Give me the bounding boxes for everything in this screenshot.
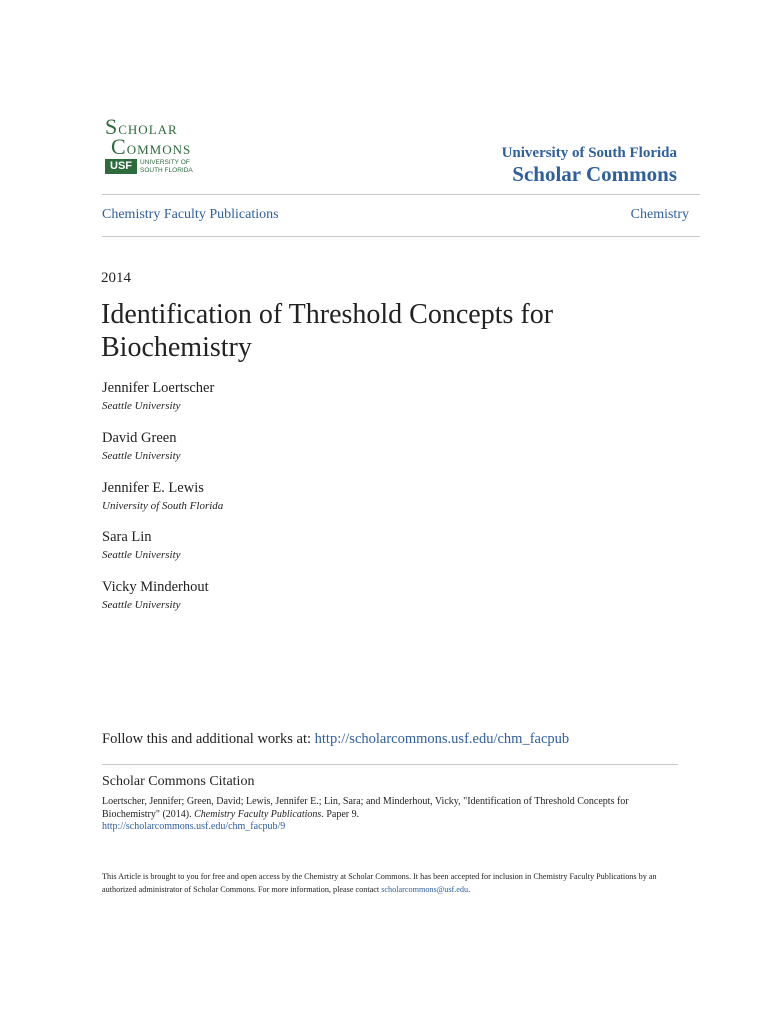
access-notice: This Article is brought to you for free and open access by the Chemistry at Scholar Commons. It has been accepted for inclusion in Chemistry Faculty Publications by an authorized administrator of Scholar Commons. For more information, please contact scholarcommons@usf.edu. <box>102 872 657 894</box>
follow-label: Follow this and additional works at: <box>102 731 312 747</box>
author-affiliation: Seattle University <box>102 599 181 611</box>
author-name: Jennifer Loertscher <box>102 380 215 396</box>
article-title: Identification of Threshold Concepts for Biochemistry <box>101 299 554 363</box>
scholar-commons-logo <box>105 116 205 180</box>
usf-wordmark: UNIVERSITY OF SOUTH FLORIDA <box>140 159 193 174</box>
author-affiliation: Seattle University <box>102 549 181 561</box>
header-divider <box>102 194 700 195</box>
usf-mark: USF <box>105 159 137 174</box>
repository-name[interactable]: Scholar Commons <box>512 162 677 186</box>
logo-commons-word: COMMONS <box>111 134 192 159</box>
author-name: David Green <box>102 430 177 446</box>
author-affiliation: University of South Florida <box>102 500 224 512</box>
citation-heading: Scholar Commons Citation <box>102 774 255 789</box>
author-name: Sara Lin <box>102 529 152 545</box>
follow-line <box>102 731 569 748</box>
citation-divider <box>102 764 678 765</box>
collection-link[interactable]: Chemistry Faculty Publications <box>102 207 279 222</box>
paper-url-link[interactable]: http://scholarcommons.usf.edu/chm_facpub/9 <box>102 821 286 832</box>
author-affiliation: Seattle University <box>102 450 181 462</box>
journal-name: Chemistry Faculty Publications <box>194 808 322 820</box>
institution-header <box>502 145 677 187</box>
contact-email-link[interactable]: scholarcommons@usf.edu <box>381 884 469 894</box>
citation-text: Loertscher, Jennifer; Green, David; Lewis, Jennifer E.; Lin, Sara; and Minderhout, Vicky, "Identification of Threshold Concepts for Biochemistry" (2014). Chemistry Faculty Publications. Paper 9. http://scholarcommons.usf.edu/chm_facpub/9 <box>102 796 629 832</box>
author-affiliation: Seattle University <box>102 400 181 412</box>
department-link[interactable]: Chemistry <box>630 207 689 222</box>
nav-divider <box>102 236 700 237</box>
logo-scholar-word: SCHOLAR <box>105 114 178 139</box>
university-name[interactable]: University of South Florida <box>501 145 677 161</box>
collection-url-link[interactable]: http://scholarcommons.usf.edu/chm_facpub <box>314 731 570 747</box>
author-name: Vicky Minderhout <box>102 579 209 595</box>
publication-year: 2014 <box>101 270 131 286</box>
author-name: Jennifer E. Lewis <box>102 480 204 496</box>
